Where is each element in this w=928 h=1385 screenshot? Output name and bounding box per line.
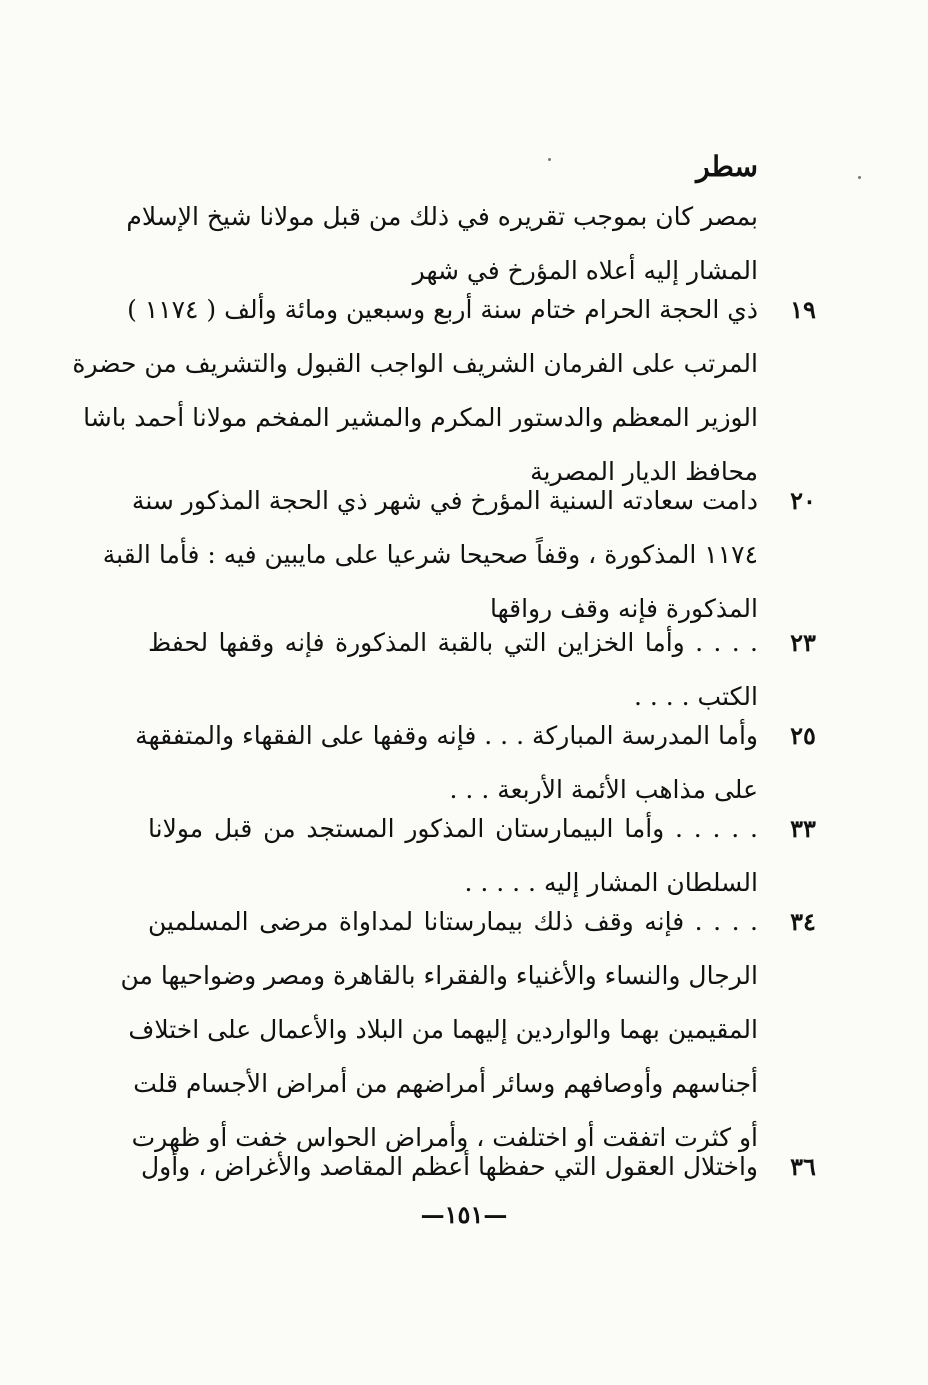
text-line: . . . . . وأما البيمارستان المذكور المستجد من قبل مولانا bbox=[148, 814, 758, 843]
line-number: ٢٣ bbox=[790, 628, 816, 657]
line-number: ٣٤ bbox=[790, 907, 816, 936]
text-line: على مذاهب الأئمة الأربعة . . . bbox=[449, 775, 758, 804]
text-line: واختلال العقول التي حفظها أعظم المقاصد والأغراض ، وأول bbox=[141, 1152, 758, 1181]
text-line: دامت سعادته السنية المؤرخ في شهر ذي الحجة المذكور سنة bbox=[131, 486, 758, 515]
text-line: الرجال والنساء والأغنياء والفقراء بالقاهرة ومصر وضواحيها من bbox=[120, 961, 758, 990]
text-line: محافظ الديار المصرية bbox=[530, 457, 758, 486]
text-line: المقيمين بهما والواردين إليهما من البلاد والأعمال على اختلاف bbox=[128, 1015, 758, 1044]
entry-line-34 bbox=[120, 895, 816, 1165]
text-line: ١١٧٤ المذكورة ، وقفاً صحيحا شرعيا على مايبين فيه : فأما القبة bbox=[102, 540, 758, 569]
text-line: . . . . فإنه وقف ذلك بيمارستانا لمداواة مرضى المسلمين bbox=[148, 907, 758, 936]
scan-speck bbox=[858, 176, 861, 179]
entry-line-23 bbox=[148, 616, 816, 724]
text-line: ذي الحجة الحرام ختام سنة أربع وسبعين ومائة وألف ( ١١٧٤ ) bbox=[127, 295, 758, 324]
line-number: ٣٣ bbox=[790, 814, 816, 843]
text-line: وأما المدرسة المباركة . . . فإنه وقفها على الفقهاء والمتفقهة bbox=[135, 721, 758, 750]
entry-line-25 bbox=[135, 709, 816, 817]
entry-line-36 bbox=[141, 1140, 816, 1194]
text-line: أو كثرت اتفقت أو اختلفت ، وأمراض الحواس خفت أو ظهرت bbox=[131, 1123, 758, 1152]
text-line: السلطان المشار إليه . . . . . bbox=[464, 868, 758, 897]
text-line: المشار إليه أعلاه المؤرخ في شهر bbox=[412, 256, 758, 285]
line-number: ٣٦ bbox=[790, 1152, 816, 1181]
line-number: ٢٠ bbox=[790, 486, 816, 515]
entry-line-19 bbox=[72, 283, 816, 499]
text-line: بمصر كان بموجب تقريره في ذلك من قبل مولانا شيخ الإسلام bbox=[126, 202, 758, 231]
entry-line-33 bbox=[148, 802, 816, 910]
text-line: الكتب . . . . bbox=[633, 682, 758, 711]
line-column-header: سطر bbox=[696, 150, 758, 183]
text-line: أجناسهم وأوصافهم وسائر أمراضهم من أمراض الأجسام قلت bbox=[133, 1069, 758, 1098]
entry-line-20 bbox=[102, 474, 816, 636]
entry-continuation bbox=[126, 190, 758, 298]
text-line: المذكورة فإنه وقف رواقها bbox=[490, 594, 758, 623]
page-number: —١٥١— bbox=[420, 1200, 508, 1229]
text-line: الوزير المعظم والدستور المكرم والمشير المفخم مولانا أحمد باشا bbox=[83, 403, 758, 432]
scan-speck bbox=[548, 158, 551, 161]
text-line: . . . . وأما الخزاين التي بالقبة المذكورة فإنه وقفها لحفظ bbox=[148, 628, 758, 657]
text-line: المرتب على الفرمان الشريف الواجب القبول والتشريف من حضرة bbox=[72, 349, 758, 378]
line-number: ٢٥ bbox=[790, 721, 816, 750]
line-number: ١٩ bbox=[790, 295, 816, 324]
